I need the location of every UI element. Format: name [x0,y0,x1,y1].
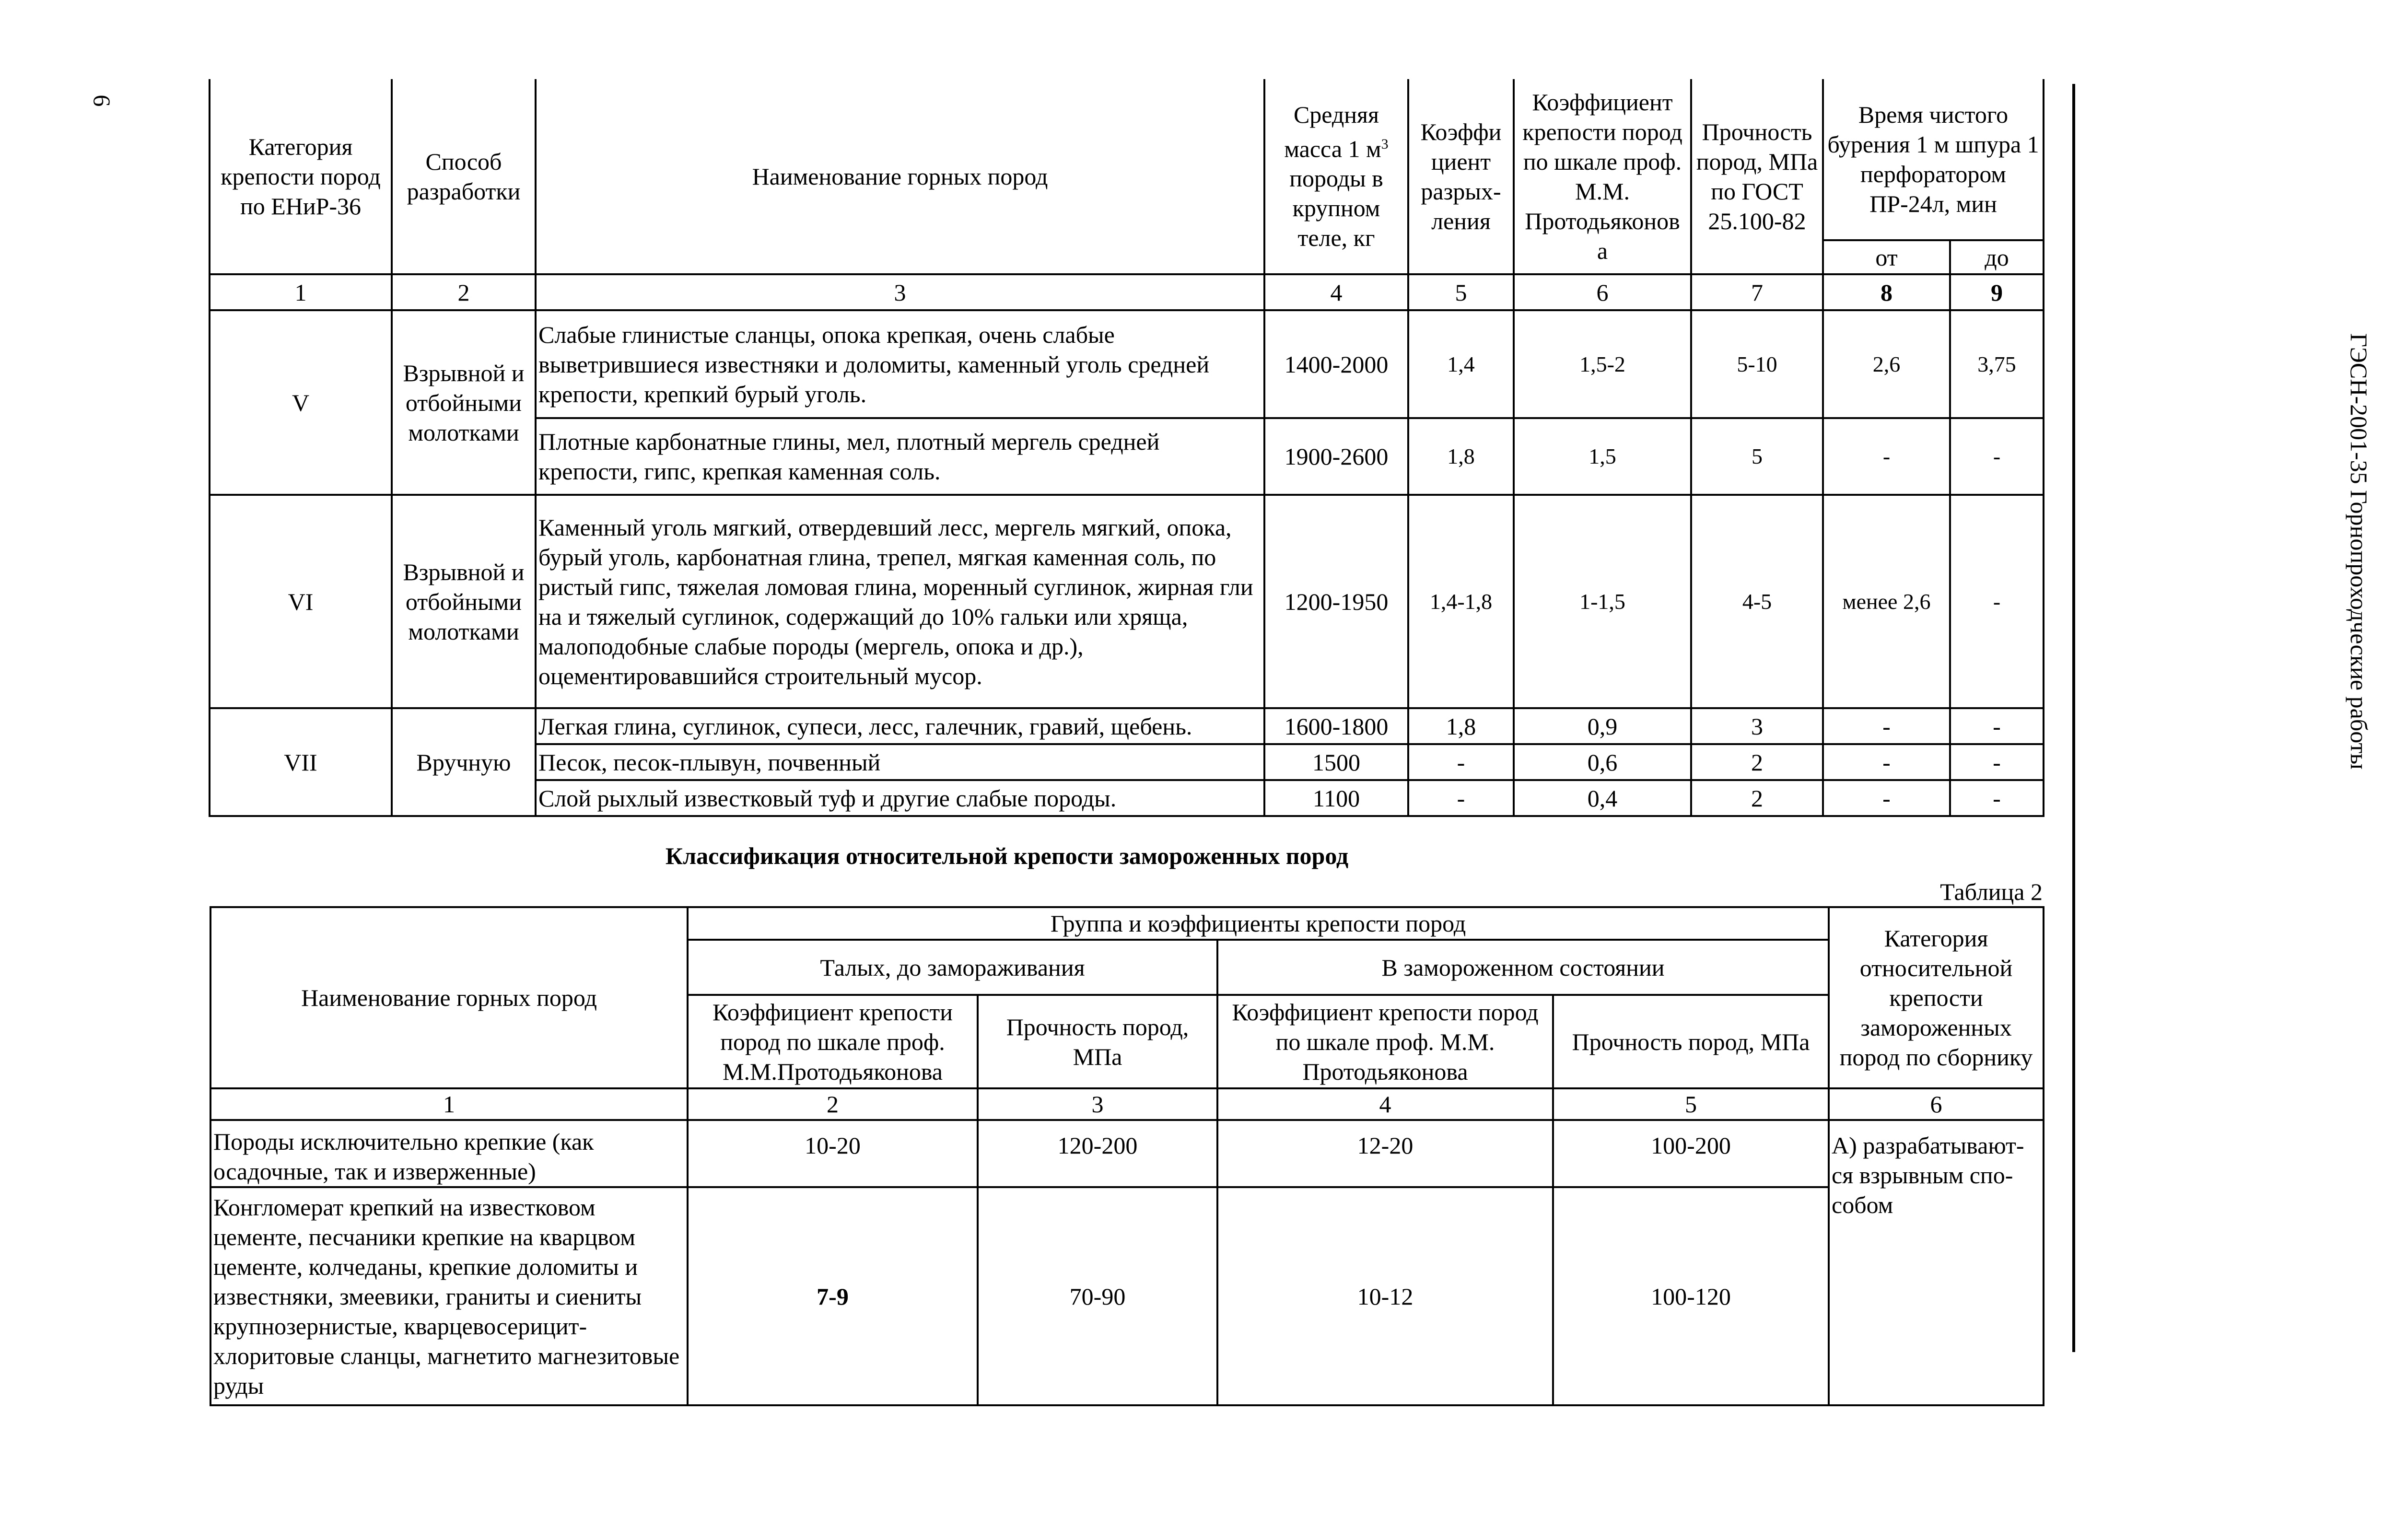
header-row [210,907,2044,940]
rock-name-cell: Плотные карбонатные глины, мел, плотный мергель средней крепости, гипс, крепкая каменная соль. [536,418,1264,495]
mass-cell: 1100 [1264,780,1408,816]
section-title: Классификация относительной крепости замороженных пород [665,842,1349,869]
drill-to-cell: - [1950,495,2044,708]
header-k-frozen: Коэффициент крепости пород по шкале проф. М.М. Протодьяконова [1217,995,1553,1088]
k-thawed-cell: 7-9 [688,1187,978,1405]
category-cell: VI [210,495,392,708]
header-to: до [1950,240,2044,274]
column-number: 2 [392,274,536,310]
rock-name-cell: Конгломерат крепкий на известковом цементе, песчаники крепкие на кварцвом цементе, колчеданы, крепкие доломиты и известняки, змеевики, граниты и сиениты крупнозернистые, кварцевосерицит-хлоритовые сланцы, магнетито магнезитовые руды [210,1187,688,1405]
loosening-cell: 1,4 [1408,310,1514,418]
header-strength: Прочность пород, МПа по ГОСТ 25.100-82 [1691,79,1823,274]
k-frozen-cell: 10-12 [1217,1187,1553,1405]
hardness-cell: 0,6 [1514,744,1691,780]
rock-name-cell: Легкая глина, суглинок, супеси, лесс, галечник, гравий, щебень. [536,708,1264,744]
rock-name-cell: Песок, песок-плывун, почвенный [536,744,1264,780]
drill-to-cell: - [1950,780,2044,816]
k-thawed-cell: 10-20 [688,1120,978,1187]
method-cell: Взрывной и отбойными молотками [392,310,536,495]
table-row [210,1187,2044,1405]
rock-name-cell: Породы исключительно крепкие (как осадочные, так и изверженные) [210,1120,688,1187]
drill-from-cell: менее 2,6 [1823,495,1950,708]
strength-cell: 4-5 [1691,495,1823,708]
page-number: 6 [89,94,116,107]
header-hardness: Коэффициент крепости пород по шкале проф. М.М. Протодьяконов а [1514,79,1691,274]
strength-cell: 5 [1691,418,1823,495]
header-loosening: Коэффи циент разрых-ления [1408,79,1514,274]
header-mass: Средняя масса 1 $м^3$ породы в крупном теле, кг [1264,79,1408,274]
hardness-cell: 1,5-2 [1514,310,1691,418]
hardness-cell: 0,9 [1514,708,1691,744]
column-number: 1 [210,274,392,310]
mass-cell: 1200-1950 [1264,495,1408,708]
hardness-cell: 1-1,5 [1514,495,1691,708]
table-row [210,708,2044,744]
column-number: 6 [1829,1088,2044,1120]
s-thawed-cell: 120-200 [978,1120,1217,1187]
rock-name-cell: Слабые глинистые сланцы, опока крепкая, очень слабые выветрившиеся известняки и доломиты, каменный уголь средней крепости, крепкий бурый уголь. [536,310,1264,418]
drill-from-cell: - [1823,708,1950,744]
column-number: 5 [1553,1088,1829,1120]
table-row [210,310,2044,418]
drill-to-cell: 3,75 [1950,310,2044,418]
method-cell: Взрывной и отбойными молотками [392,495,536,708]
header-name: Наименование горных пород [210,907,688,1088]
hardness-cell: 1,5 [1514,418,1691,495]
drill-from-cell: - [1823,418,1950,495]
column-number: 1 [210,1088,688,1120]
column-number: 3 [536,274,1264,310]
header-name: Наименование горных пород [536,79,1264,274]
rock-name-cell: Каменный уголь мягкий, отвердевший лесс, мергель мягкий, опока, бурый уголь, карбонатная глина, трепел, мягкая каменная соль, по ристый гипс, тяжелая ломовая глина, моренный суглинок, жирная гли на и тяжелый суглинок, содержащий до 10% гальки или хряща, малоподобные слабые породы (мергель, опока и др.), оцементировавшийся строительный мусор. [536,495,1264,708]
table-row [210,1120,2044,1187]
loosening-cell: - [1408,744,1514,780]
mass-cell: 1600-1800 [1264,708,1408,744]
s-thawed-cell: 70-90 [978,1187,1217,1405]
column-number: 3 [978,1088,1217,1120]
loosening-cell: - [1408,780,1514,816]
loosening-cell: 1,4-1,8 [1408,495,1514,708]
method-cell: Вручную [392,708,536,816]
column-number: 4 [1217,1088,1553,1120]
rock-name-cell: Слой рыхлый известковый туф и другие слабые породы. [536,780,1264,816]
header-category: Категория крепости пород по ЕНиР-36 [210,79,392,274]
header-k-thawed: Коэффициент крепости пород по шкале проф. М.М.Протодьяконова [688,995,978,1088]
column-number: 6 [1514,274,1691,310]
drill-from-cell: - [1823,744,1950,780]
running-header: ГЭСН-2001-35 Горнопроходческие работы [2346,333,2372,770]
column-number: 4 [1264,274,1408,310]
category-cell: V [210,310,392,495]
column-number: 8 [1823,274,1950,310]
header-s-frozen: Прочность пород, МПа [1553,995,1829,1088]
header-drilling: Время чистого бурения 1 м шпура 1 перфоратором ПР-24л, мин [1823,79,2044,240]
rock-categories-table [209,79,2044,817]
strength-cell: 3 [1691,708,1823,744]
header-from: от [1823,240,1950,274]
strength-cell: 2 [1691,780,1823,816]
drill-to-cell: - [1950,418,2044,495]
column-number: 2 [688,1088,978,1120]
drill-to-cell: - [1950,744,2044,780]
hardness-cell: 0,4 [1514,780,1691,816]
column-number: 5 [1408,274,1514,310]
table-row [210,495,2044,708]
column-numbers-row [210,274,2044,310]
mass-cell: 1500 [1264,744,1408,780]
header-frozen: В замороженном состоянии [1217,940,1829,995]
s-frozen-cell: 100-120 [1553,1187,1829,1405]
header-category: Категория относительной крепости замороженных пород по сборнику [1829,907,2044,1088]
strength-cell: 2 [1691,744,1823,780]
loosening-cell: 1,8 [1408,708,1514,744]
header-method: Способ разработки [392,79,536,274]
category-value-cell: А) разрабатывают-ся взрывным спо-собом [1829,1120,2044,1405]
header-s-thawed: Прочность пород, МПа [978,995,1217,1088]
column-number: 9 [1950,274,2044,310]
mass-cell: 1400-2000 [1264,310,1408,418]
k-frozen-cell: 12-20 [1217,1120,1553,1187]
header-row [210,79,2044,240]
s-frozen-cell: 100-200 [1553,1120,1829,1187]
loosening-cell: 1,8 [1408,418,1514,495]
frozen-rocks-table [210,906,2044,1406]
strength-cell: 5-10 [1691,310,1823,418]
header-thawed: Талых, до замораживания [688,940,1217,995]
column-numbers-row [210,1088,2044,1120]
drill-from-cell: - [1823,780,1950,816]
drill-to-cell: - [1950,708,2044,744]
column-number: 7 [1691,274,1823,310]
header-rule [2072,84,2075,1352]
mass-cell: 1900-2600 [1264,418,1408,495]
table-label: Таблица 2 [1940,878,2043,905]
header-group: Группа и коэффициенты крепости пород [688,907,1829,940]
drill-from-cell: 2,6 [1823,310,1950,418]
category-cell: VII [210,708,392,816]
